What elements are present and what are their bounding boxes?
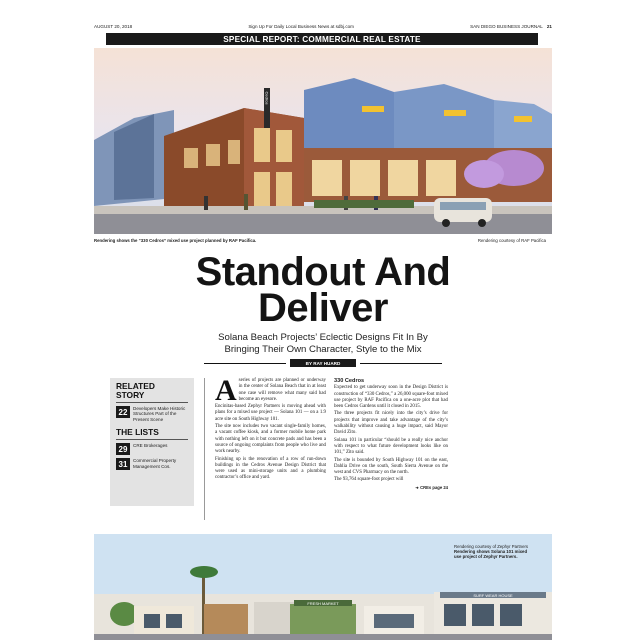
sidebar-rule bbox=[116, 402, 188, 403]
byline-rule-left bbox=[204, 363, 286, 364]
subhead: 330 Cedros bbox=[334, 378, 365, 384]
related-page-number: 22 bbox=[116, 406, 130, 418]
hero-caption: Rendering shows the “330 Cedros” mixed use project planned by RAF Pacifica. bbox=[94, 238, 257, 243]
building-sign: Cedros bbox=[264, 91, 270, 105]
byline: BY RAY HUARD bbox=[290, 359, 356, 367]
list-item[interactable] bbox=[116, 443, 188, 455]
bottom-caption-line-1: Rendering shows Solana 101 mixed bbox=[454, 549, 528, 555]
column-divider bbox=[204, 378, 205, 520]
byline-bar bbox=[204, 359, 442, 367]
hero-credit: Rendering courtesy of RAF Pacifica bbox=[477, 238, 546, 243]
page-number: 21 bbox=[546, 23, 552, 29]
bottom-caption-line-2: use project of Zephyr Partners. bbox=[454, 554, 518, 560]
paragraph: Expected to get underway soon in the Design District is construction of “330 Cedros,” a 26,000 square-foot mixed use project by RAF Pacifica on a one-acre plot that had been Cedros Gardens until it closed in 2015. bbox=[334, 385, 448, 410]
sidebar-box bbox=[110, 378, 194, 506]
paragraph: The 93,764 square-foot project will bbox=[334, 477, 404, 483]
paragraph: Solana 101 in particular “should be a really nice anchor with respect to what future development looks like on 101,” Zito said. bbox=[334, 437, 448, 456]
hero-illustration bbox=[94, 48, 552, 234]
deck bbox=[154, 332, 492, 356]
paragraph: Finishing up is the renovation of a row of run-down buildings in the Cedros Avenue Design District that were used as mini-storage units and a plumbing contractor’s office and yard. bbox=[215, 456, 326, 481]
paragraph: The site now includes two vacant single-family homes, a vacant coffee kiosk, and a former mobile home park with nothing left on it but concrete pads and has been a source of ongoing complaints from people who live and work nearby. bbox=[215, 424, 326, 455]
deck-line-1: Solana Beach Projects’ Eclectic Designs Fit In By bbox=[218, 332, 428, 343]
list-page-number: 29 bbox=[116, 443, 130, 455]
byline-rule-right bbox=[360, 363, 442, 364]
hero-rendering bbox=[94, 48, 552, 234]
related-story-item[interactable] bbox=[116, 406, 188, 422]
list-item-text: CRE Brokerages bbox=[133, 443, 168, 449]
sidebar-rule bbox=[116, 439, 188, 440]
list-item[interactable] bbox=[116, 458, 188, 470]
article-column-1 bbox=[215, 374, 326, 483]
continued-link[interactable]: ➜ CREs page 24 bbox=[415, 484, 448, 490]
related-story-title: RELATED STORY bbox=[116, 381, 155, 400]
lists-title: THE LISTS bbox=[116, 427, 159, 438]
bottom-caption bbox=[454, 544, 544, 560]
article-column-2 bbox=[334, 378, 448, 491]
page-header bbox=[94, 22, 552, 30]
paragraph: Aseries of projects are planned or underway in the center of Solana Beach that in at least one case will remove what many said had become an eyesore. bbox=[215, 374, 326, 407]
paragraph: The site is bounded by South Highway 101 on the east, Dahlia Drive on the south, South Sierra Avenue on the west and CVS Pharmacy on the north. bbox=[334, 457, 448, 476]
signup-promo: Sign Up For Daily Local Business News at sdbj.com bbox=[248, 23, 355, 29]
headline-line-2: Deliver bbox=[258, 286, 388, 330]
related-story-text: Developers Make Historic Structures Part of the Present Scene bbox=[133, 406, 186, 422]
headline-line-1: Standout And bbox=[195, 250, 451, 294]
deck-line-2: Bringing Their Own Character, Style to the Mix bbox=[224, 344, 422, 355]
paragraph: Encinitas-based Zephyr Partners is moving ahead with plans for a mixed use project — Solana 101 — on a 1.9 acre site on South Highway 101. bbox=[215, 404, 326, 422]
issue-date: AUGUST 20, 2018 bbox=[94, 23, 133, 29]
headline bbox=[94, 250, 552, 330]
drop-cap: A bbox=[215, 374, 237, 407]
section-banner: SPECIAL REPORT: COMMERCIAL REAL ESTATE bbox=[106, 33, 538, 45]
market-sign: FRESH MARKET bbox=[307, 601, 339, 606]
store-sign: SURF WEAR HOUSE bbox=[473, 593, 513, 598]
paragraph: The three projects fit nicely into the city’s drive for projects that improve and take advantage of the city’s walkability without causing a huge impact, said Mayor David Zito. bbox=[334, 411, 448, 436]
bottom-credit: Rendering courtesy of Zephyr Partners bbox=[454, 544, 529, 549]
magazine-page bbox=[94, 0, 552, 640]
list-item-text: Commercial Property Management Cos. bbox=[133, 458, 177, 469]
list-page-number: 31 bbox=[116, 458, 130, 470]
publication-name: SAN DIEGO BUSINESS JOURNAL bbox=[470, 23, 543, 29]
